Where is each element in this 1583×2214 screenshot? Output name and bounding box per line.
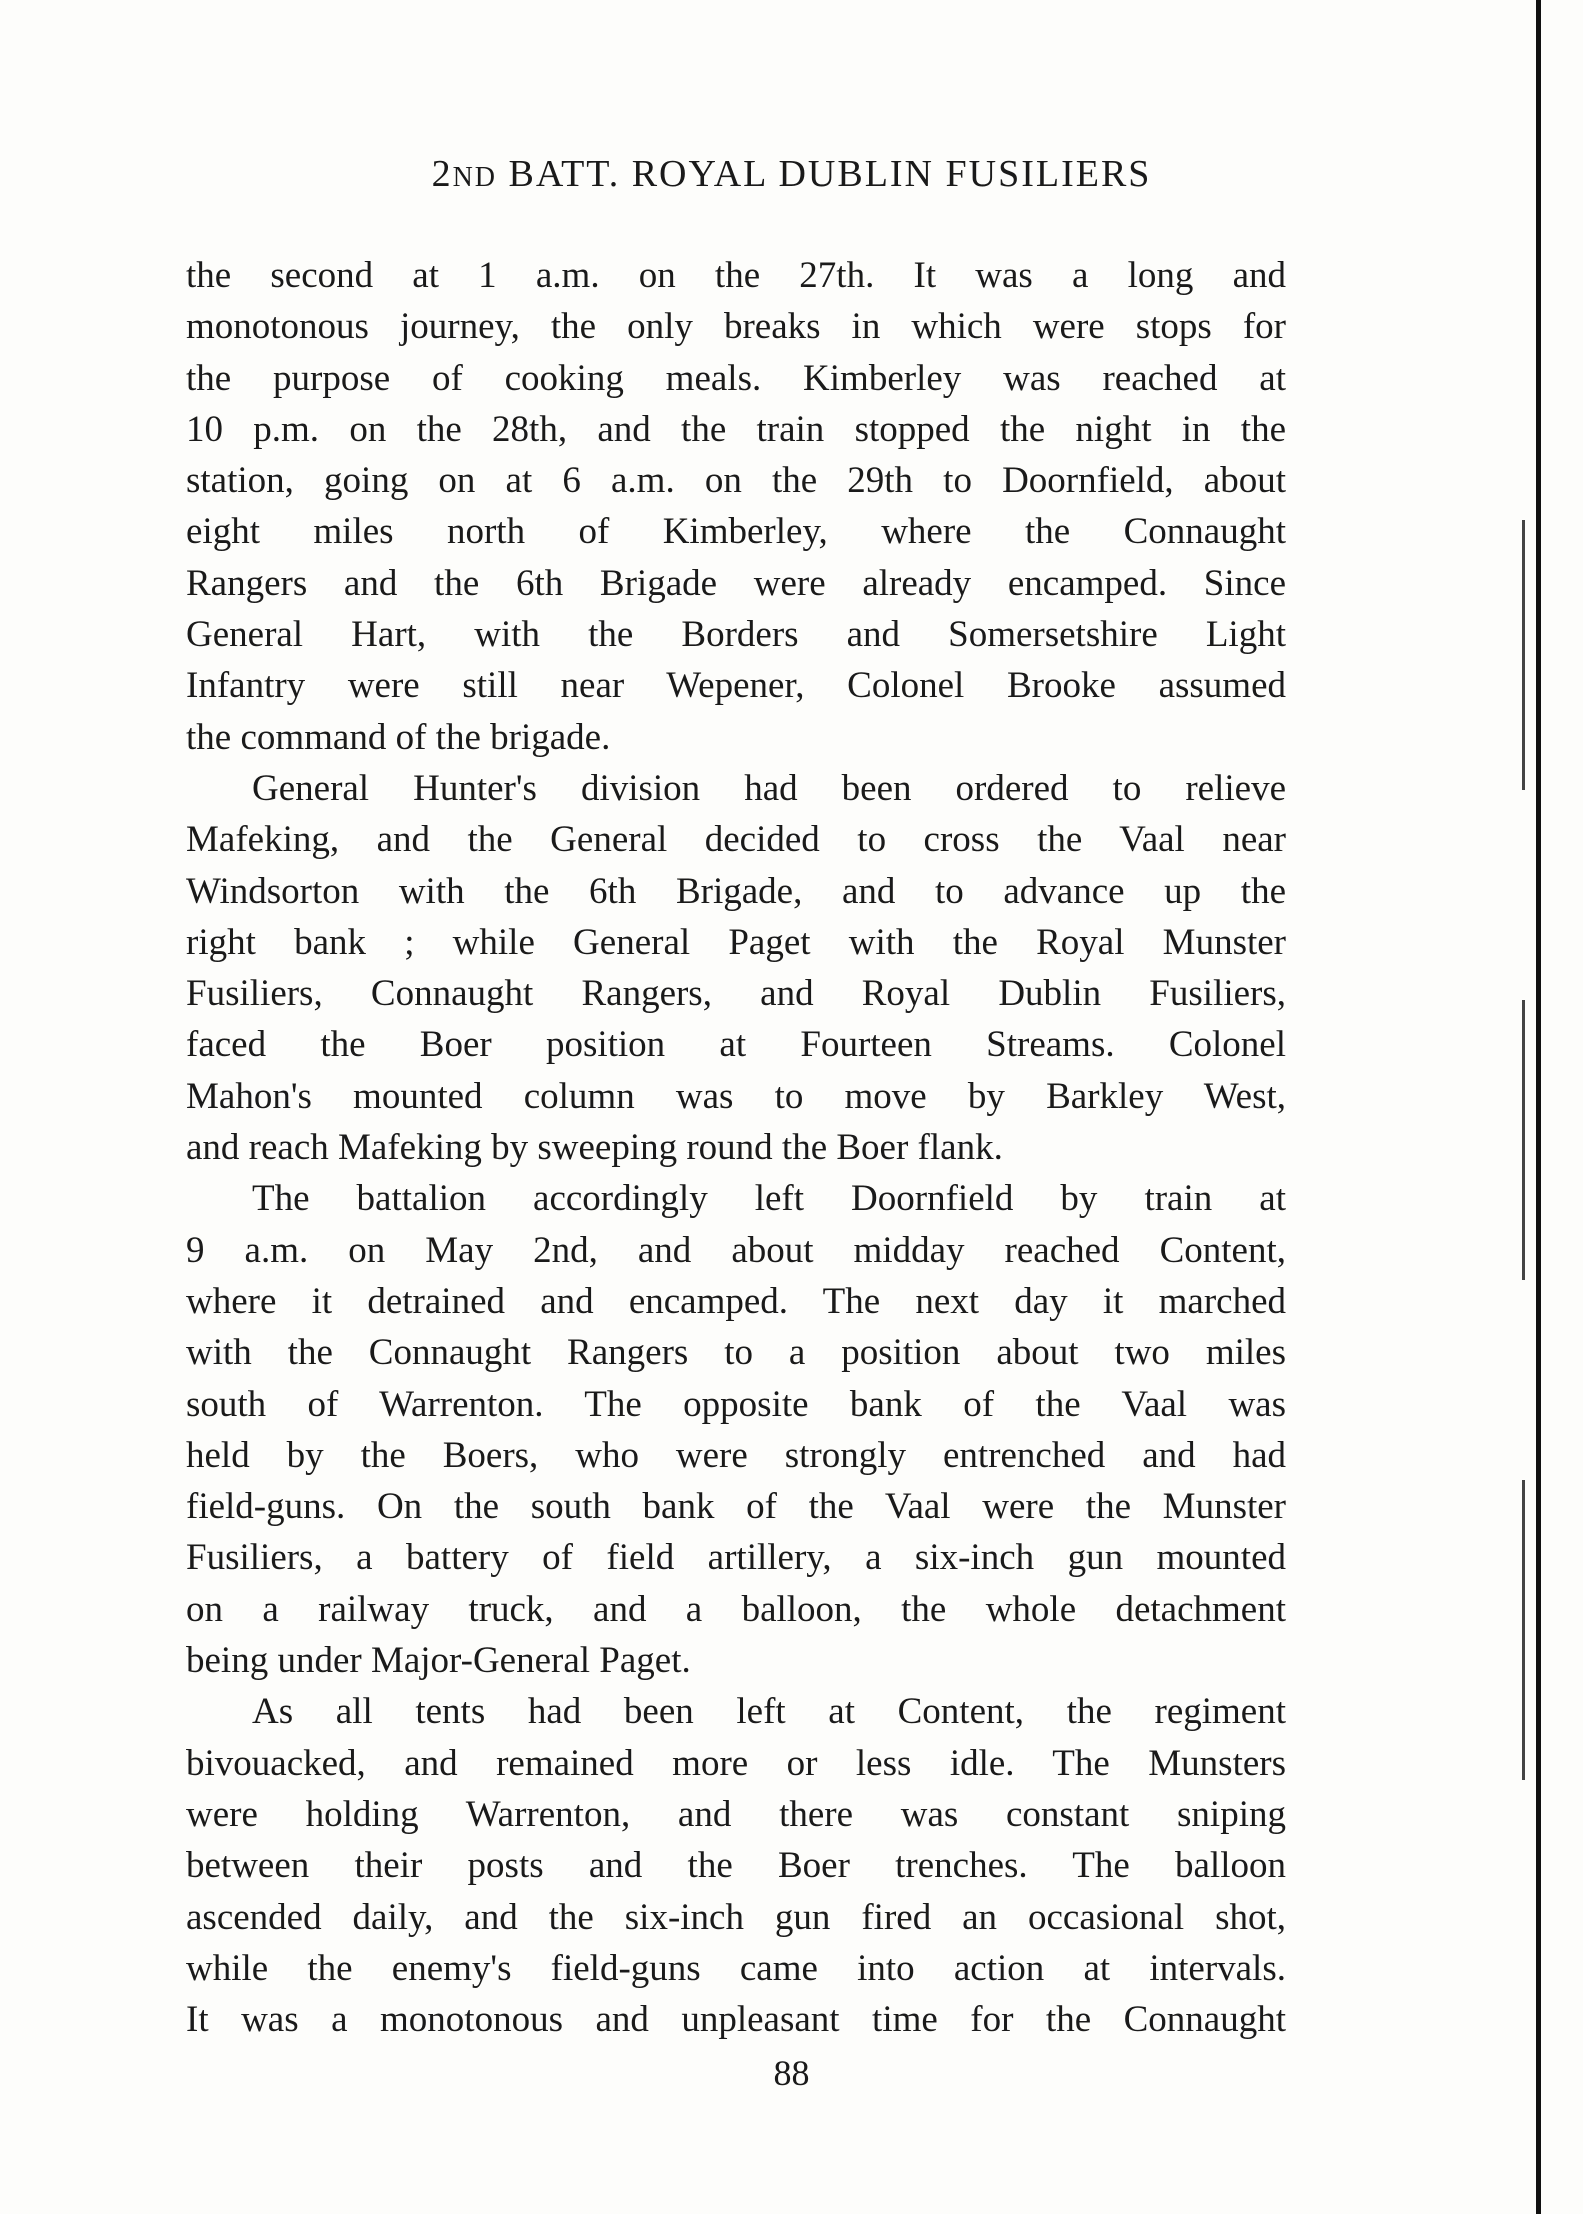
header-title: BATT. ROYAL DUBLIN FUSILIERS: [497, 153, 1152, 195]
text-line: Rangers and the 6th Brigade were already encamped. Since: [186, 562, 1286, 604]
text-line: monotonous journey, the only breaks in which were stops for: [186, 306, 1286, 348]
running-header: [0, 152, 1583, 196]
text-line: ascended daily, and the six-inch gun fired an occasional shot,: [186, 1896, 1286, 1938]
text-line: The battalion accordingly left Doornfield by train at: [252, 1178, 1286, 1220]
text-line: Mahon's mounted column was to move by Barkley West,: [186, 1075, 1286, 1117]
header-prefix: 2: [431, 153, 453, 195]
text-line: faced the Boer position at Fourteen Streams. Colonel: [186, 1024, 1286, 1066]
text-line: bivouacked, and remained more or less idle. The Munsters: [186, 1742, 1286, 1784]
text-line: station, going on at 6 a.m. on the 29th to Doornfield, about: [186, 460, 1286, 502]
text-line: being under Major-General Paget.: [186, 1640, 691, 1682]
text-line: the second at 1 a.m. on the 27th. It was a long and: [186, 255, 1286, 296]
body-text: [186, 250, 1286, 2045]
text-line: Fusiliers, Connaught Rangers, and Royal Dublin Fusiliers,: [186, 973, 1286, 1015]
text-line: It was a monotonous and unpleasant time for the Connaught: [186, 1999, 1286, 2041]
text-line: Infantry were still near Wepener, Colonel Brooke assumed: [186, 665, 1286, 707]
text-line: held by the Boers, who were strongly entrenched and had: [186, 1434, 1286, 1476]
text-line: with the Connaught Rangers to a position about two miles: [186, 1332, 1286, 1374]
header-prefix-small: ND: [452, 162, 498, 193]
page-number: 88: [773, 2053, 810, 2093]
text-line: and reach Mafeking by sweeping round the Boer flank.: [186, 1127, 1003, 1169]
text-line: while the enemy's field-guns came into action at intervals.: [186, 1947, 1286, 1989]
text-line: As all tents had been left at Content, the regiment: [252, 1691, 1286, 1733]
text-line: the purpose of cooking meals. Kimberley was reached at: [186, 357, 1286, 399]
page-edge-shadow: [1536, 0, 1541, 2214]
text-line: between their posts and the Boer trenches. The balloon: [186, 1845, 1286, 1887]
text-line: right bank ; while General Paget with the Royal Munster: [186, 921, 1286, 963]
text-line: Mafeking, and the General decided to cross the Vaal near: [186, 819, 1286, 861]
text-line: General Hart, with the Borders and Somersetshire Light: [186, 614, 1286, 656]
page-edge-mark: [1522, 520, 1525, 790]
text-line: 10 p.m. on the 28th, and the train stopped the night in the: [186, 408, 1286, 450]
text-line: 9 a.m. on May 2nd, and about midday reached Content,: [186, 1229, 1286, 1271]
text-line: Windsorton with the 6th Brigade, and to advance up the: [186, 870, 1286, 912]
text-line: the command of the brigade.: [186, 716, 611, 758]
text-line: General Hunter's division had been ordered to relieve: [252, 767, 1286, 809]
text-line: south of Warrenton. The opposite bank of the Vaal was: [186, 1383, 1286, 1425]
page-edge-mark: [1522, 1000, 1525, 1280]
text-line: where it detrained and encamped. The next day it marched: [186, 1280, 1286, 1322]
text-line: field-guns. On the south bank of the Vaal were the Munster: [186, 1486, 1286, 1528]
text-line: on a railway truck, and a balloon, the whole detachment: [186, 1588, 1286, 1630]
page-edge-mark: [1522, 1480, 1525, 1780]
text-line: Fusiliers, a battery of field artillery, a six-inch gun mounted: [186, 1537, 1286, 1579]
text-line: were holding Warrenton, and there was constant sniping: [186, 1793, 1286, 1835]
text-line: eight miles north of Kimberley, where the Connaught: [186, 511, 1286, 553]
